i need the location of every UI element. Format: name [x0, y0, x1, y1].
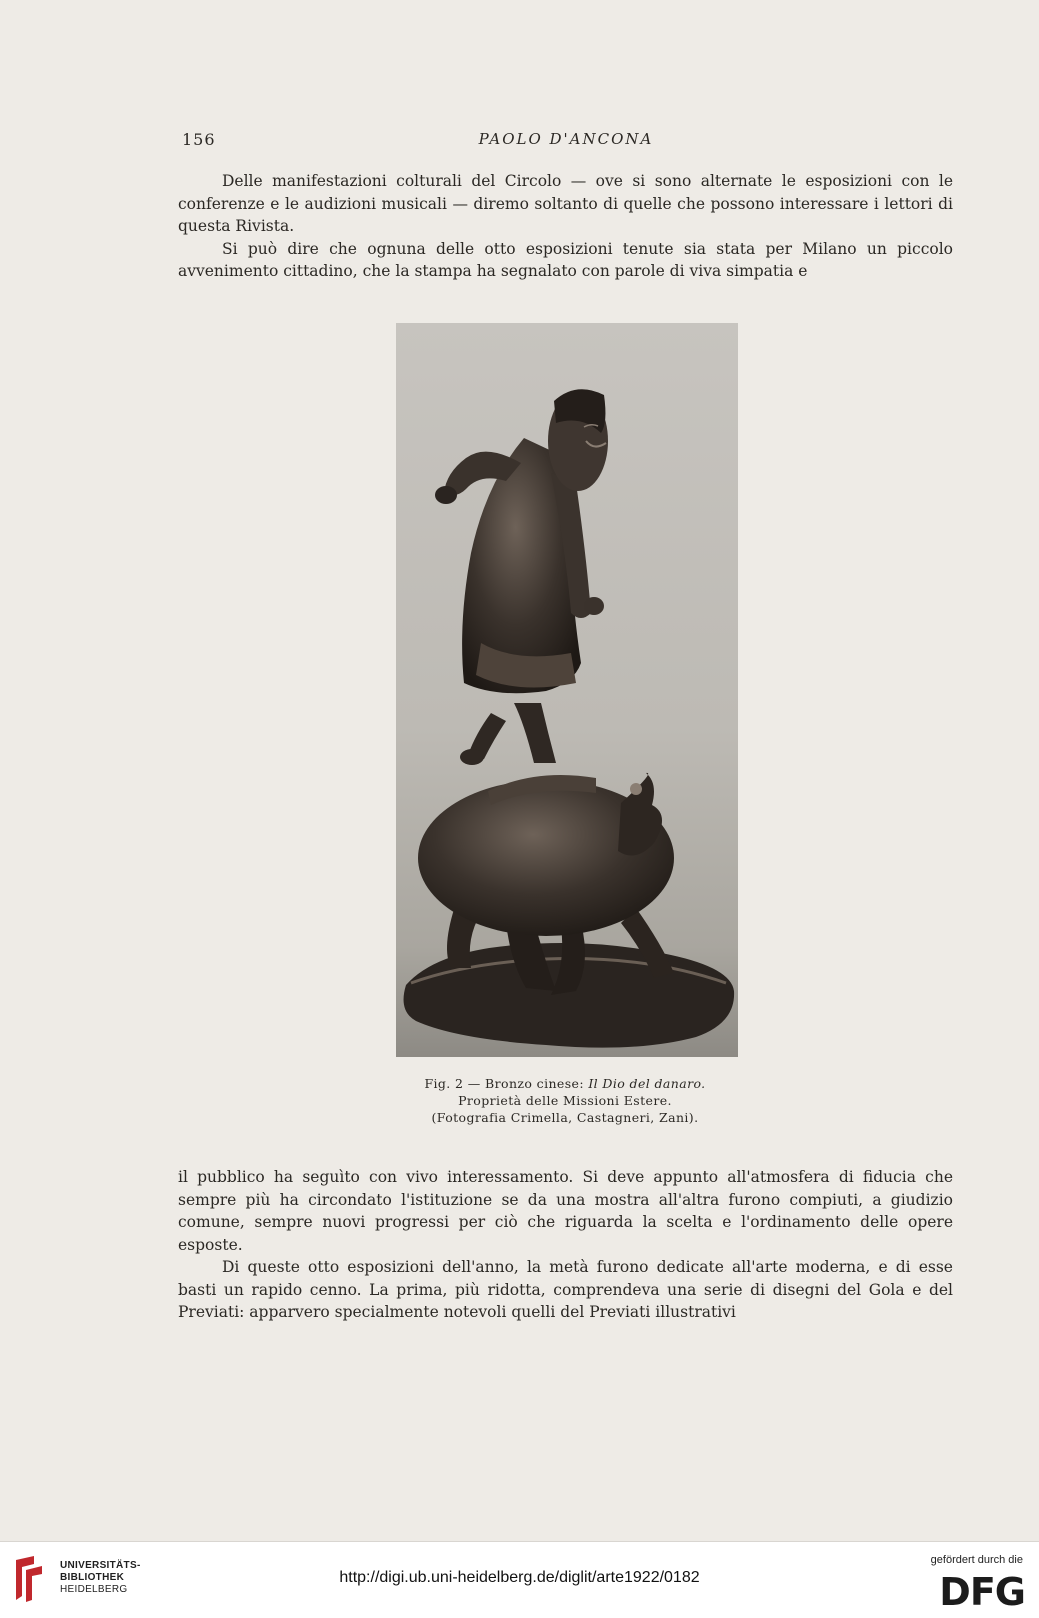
library-name-line-3: HEIDELBERG — [60, 1584, 128, 1595]
page-header — [182, 130, 950, 154]
caption-line-3: (Fotografia Crimella, Castagneri, Zani). — [431, 1110, 699, 1125]
caption-title: Il Dio del danaro. — [588, 1076, 706, 1091]
digitization-footer — [0, 1541, 1039, 1618]
paragraph: Si può dire che ognuna delle otto esposizioni tenute sia stata per Milano un piccolo avvenimento cittadino, che la stampa ha segnalato con parole di viva simpatia e — [178, 239, 953, 280]
library-name-line-2: BIBLIOTHEK — [60, 1572, 125, 1583]
paragraph: Delle manifestazioni colturali del Circolo — ove si sono alternate le esposizioni con le conferenze e le audizioni musicali — diremo soltanto di quelle che possono interessare i lettori di questa Rivista. — [178, 172, 953, 235]
statue-illustration — [396, 323, 738, 1057]
bronze-statue-photo — [396, 323, 738, 1057]
caption-line-2: Proprietà delle Missioni Estere. — [458, 1093, 672, 1108]
paragraph: il pubblico ha seguìto con vivo interessamento. Si deve appunto all'atmosfera di fiducia che sempre più ha circondato l'istituzione se da una mostra all'altra furono compiuti, a giudizio comune, sempre nuovi progressi per ciò che riguarda la scelta e l'ordinamento delle opere esposte. — [178, 1168, 953, 1254]
sponsor-label: gefördert durch die — [930, 1554, 1023, 1566]
caption-prefix: Fig. 2 — Bronzo cinese: — [424, 1076, 589, 1091]
figure-caption — [330, 1075, 800, 1126]
paragraph: Di queste otto esposizioni dell'anno, la metà furono dedicate all'arte moderna, e di esse basti un rapido cenno. La prima, più ridotta, comprendeva una serie di disegni del Gola e del Previati: apparvero specialmente notevoli quelli del Previati illustrativi — [178, 1258, 953, 1321]
dfg-logo: DFG — [939, 1570, 1025, 1614]
body-text-bottom — [178, 1166, 953, 1324]
permalink-url[interactable]: http://digi.ub.uni-heidelberg.de/diglit/arte1922/0182 — [339, 1569, 700, 1586]
caption-line-1 — [330, 1075, 800, 1092]
library-name-line-1: UNIVERSITÄTS- — [60, 1560, 141, 1571]
running-title: PAOLO D'ANCONA — [478, 130, 654, 148]
body-text-top — [178, 170, 953, 283]
page-number: 156 — [182, 130, 216, 149]
